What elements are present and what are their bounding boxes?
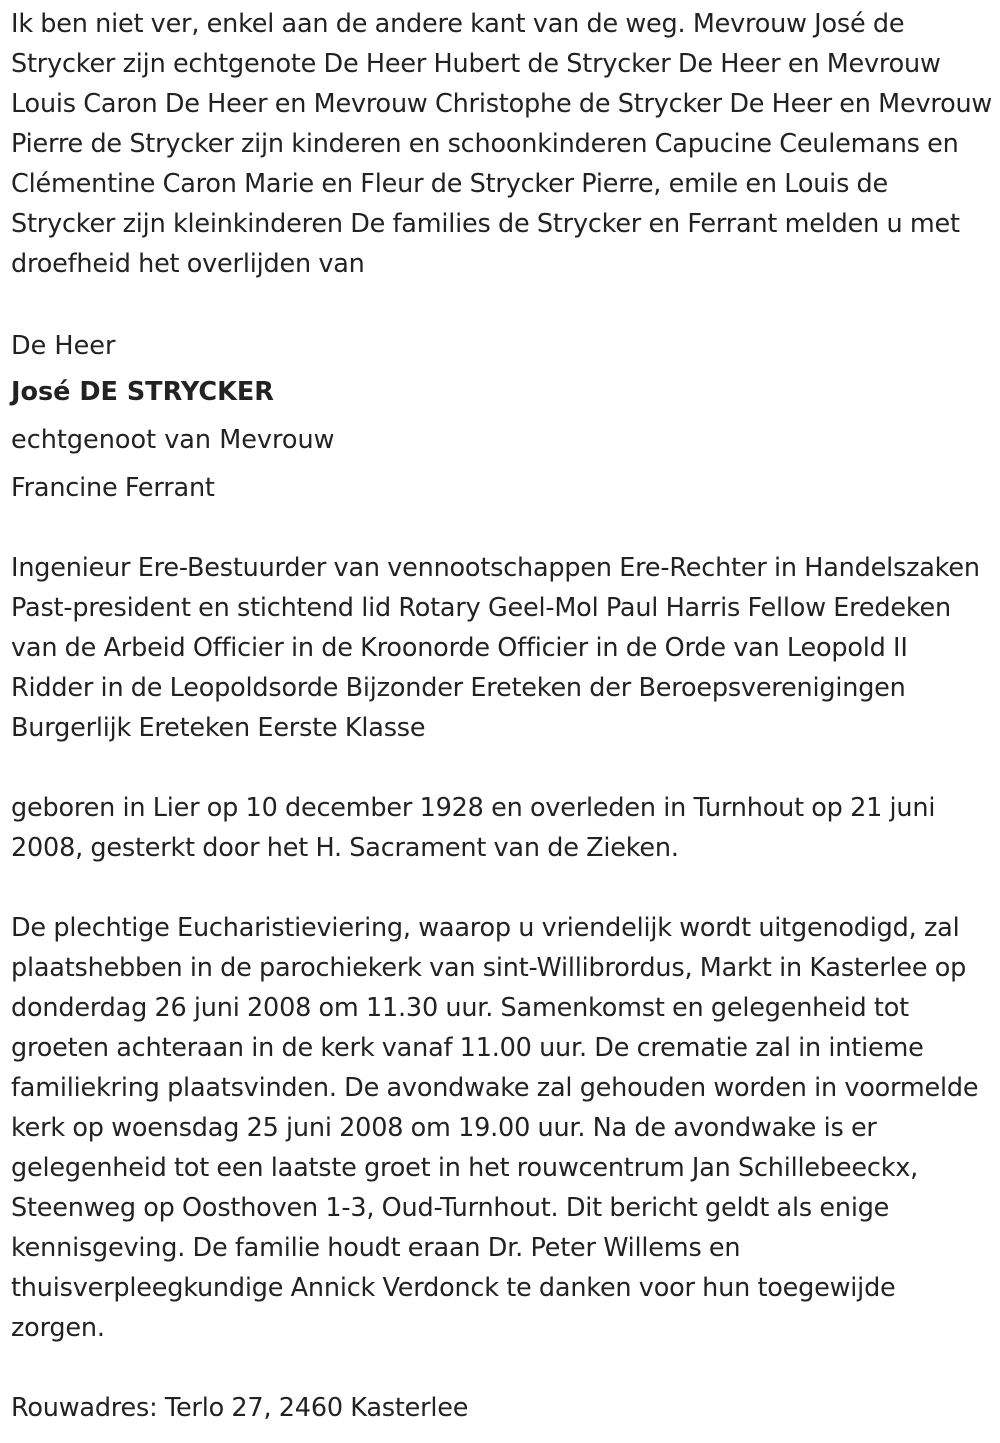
family-intro-paragraph: Ik ben niet ver, enkel aan de andere kant van de weg. Mevrouw José de Strycker zijn echtgenote De Heer Hubert de Strycker De Heer en Mevrouw Louis Caron De Heer en Mevrouw Christophe de Strycker De Heer en Mevrouw Pierre de Strycker zijn kinderen en schoonkinderen Capucine Ceulemans en Clémentine Caron Marie en Fleur de Strycker Pierre, emile en Louis de Strycker zijn kleinkinderen De families de Strycker en Ferrant melden u met droefheid het overlijden van [11, 9, 993, 279]
spacer [11, 868, 993, 908]
spacer [11, 508, 993, 548]
spouse-label: echtgenoot van Mevrouw [11, 425, 335, 455]
spouse-name: Francine Ferrant [11, 473, 215, 503]
deceased-name: José DE STRYCKER [11, 377, 274, 407]
birth-death-paragraph: geboren in Lier op 10 december 1928 en overleden in Turnhout op 21 juni 2008, gesterkt door het H. Sacrament van de Zieken. [11, 793, 936, 863]
spacer [11, 284, 993, 324]
obituary-notice [11, 4, 993, 1428]
titles-paragraph: Ingenieur Ere-Bestuurder van vennootschappen Ere-Rechter in Handelszaken Past-president en stichtend lid Rotary Geel-Mol Paul Harris Fellow Eredeken van de Arbeid Officier in de Kroonorde Officier in de Orde van Leopold II Ridder in de Leopoldsorde Bijzonder Ereteken der Beroepsverenigingen Burgerlijk Ereteken Eerste Klasse [11, 553, 980, 743]
honorific: De Heer [11, 331, 116, 361]
ceremony-paragraph: De plechtige Eucharistieviering, waarop u vriendelijk wordt uitgenodigd, zal plaatshebben in de parochiekerk van sint-Willibrordus, Markt in Kasterlee op donderdag 26 juni 2008 om 11.30 uur. Samenkomst en gelegenheid tot groeten achteraan in de kerk vanaf 11.00 uur. De crematie zal in intieme familiekring plaatsvinden. De avondwake zal gehouden worden in voormelde kerk op woensdag 25 juni 2008 om 19.00 uur. Na de avondwake is er gelegenheid tot een laatste groet in het rouwcentrum Jan Schillebeeckx, Steenweg op Oosthoven 1-3, Oud-Turnhout. Dit bericht geldt als enige kennisgeving. De familie houdt eraan Dr. Peter Willems en thuisverpleegkundige Annick Verdonck te danken voor hun toegewijde zorgen. [11, 913, 979, 1343]
mourning-address: Rouwadres: Terlo 27, 2460 Kasterlee [11, 1393, 469, 1423]
spacer [11, 1348, 993, 1388]
spacer [11, 748, 993, 788]
